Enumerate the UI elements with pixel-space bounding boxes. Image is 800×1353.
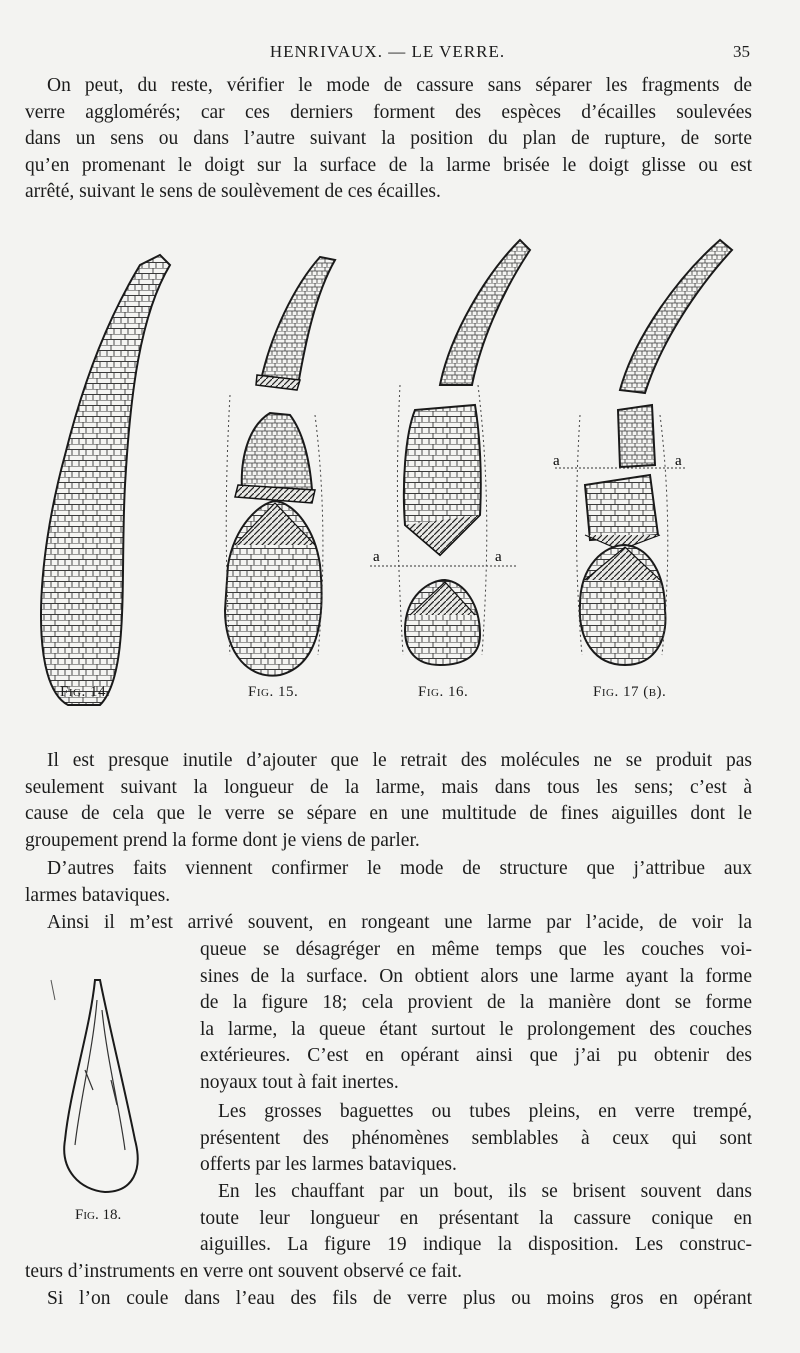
- page-number: 35: [733, 42, 750, 61]
- fig16-label-right: a: [495, 549, 502, 565]
- fig16-label-left: a: [373, 549, 380, 565]
- text-line: seulement suivant la longueur de la larme, mais dans tous les sens; c’est à: [25, 776, 752, 798]
- text-line: la larme, la queue étant surtout le prolongement des couches: [200, 1018, 752, 1040]
- text-line: dans un sens ou dans l’autre suivant la position du plan de rupture, de sorte: [25, 128, 752, 149]
- running-head: [25, 42, 750, 66]
- running-title: HENRIVAUX. — LE VERRE.: [269, 42, 506, 61]
- text-line: Il est presque inutile d’ajouter que le retrait des molécules ne se produit pas: [47, 750, 752, 771]
- fig14-caption: Fig. 14.: [60, 684, 111, 700]
- fig16-drawing: [370, 240, 530, 665]
- text-line: Les grosses baguettes ou tubes pleins, en verre trempé,: [218, 1101, 752, 1122]
- text-line: groupement prend la forme dont je viens de parler.: [25, 829, 420, 851]
- glass-tear-figures: [20, 235, 780, 715]
- text-line: aiguilles. La figure 19 indique la disposition. Les construc-: [200, 1234, 752, 1255]
- fig17-caption: Fig. 17 (b).: [593, 684, 667, 700]
- text-line: larmes bataviques.: [25, 884, 171, 906]
- fig14-drawing: [41, 255, 170, 705]
- text-line: Ainsi il m’est arrivé souvent, en rongeant une larme par l’acide, de voir la: [47, 912, 752, 933]
- text-line: qu’en promenant le doigt sur la surface de la larme brisée le doigt glisse ou est: [25, 154, 752, 176]
- paragraph-6-side-column: [200, 1179, 752, 1259]
- text-line: teurs d’instruments en verre ont souvent observé ce fait.: [25, 1261, 462, 1282]
- fig18-caption: Fig. 18.: [75, 1207, 122, 1223]
- text-line: de la figure 18; cela provient de la manière dont se forme: [200, 992, 752, 1013]
- paragraph-4-first-line: [25, 910, 752, 937]
- text-line: extérieures. C’est en opérant ainsi que j’ai pu obtenir des: [200, 1045, 752, 1066]
- text-line: sines de la surface. On obtient alors une larme ayant la forme: [200, 965, 752, 987]
- fig15-caption: Fig. 15.: [248, 684, 299, 700]
- text-line: arrêté, suivant le sens de soulèvement de ces écailles.: [25, 181, 441, 202]
- text-line: présentent des phénomènes semblables à ceux qui sont: [200, 1127, 752, 1149]
- text-line: Si l’on coule dans l’eau des fils de verre plus ou moins gros en opérant: [47, 1288, 752, 1309]
- paragraph-1: [25, 73, 752, 206]
- fig17-label-right: a: [675, 453, 682, 469]
- paragraph-2: [25, 748, 752, 854]
- text-line: En les chauffant par un bout, ils se brisent souvent dans: [218, 1181, 752, 1202]
- paragraph-6-continuation: [25, 1259, 752, 1286]
- fig16-caption: Fig. 16.: [418, 684, 469, 700]
- fig17-drawing: [555, 240, 732, 665]
- paragraph-5: [200, 1099, 752, 1179]
- paragraph-7: [25, 1286, 752, 1313]
- text-line: cause de cela que le verre se sépare en une multitude de fines aiguilles dont le: [25, 803, 752, 824]
- fig17-label-left: a: [553, 453, 560, 469]
- text-line: noyaux tout à fait inertes.: [200, 1071, 399, 1093]
- text-line: On peut, du reste, vérifier le mode de cassure sans séparer les fragments de: [47, 75, 752, 96]
- paragraph-4-side-column: [200, 937, 752, 1096]
- fig15-drawing: [225, 257, 335, 676]
- text-line: toute leur longueur en présentant la cassure conique en: [200, 1207, 752, 1229]
- paragraph-3: [25, 856, 752, 909]
- fig18-drawing: [45, 970, 155, 1200]
- text-line: verre agglomérés; car ces derniers forment des espèces d’écailles soulevées: [25, 101, 752, 123]
- text-line: D’autres faits viennent confirmer le mode de structure que j’attribue aux: [47, 858, 752, 879]
- text-line: offerts par les larmes bataviques.: [200, 1154, 457, 1175]
- text-line: queue se désagréger en même temps que les couches voi-: [200, 939, 752, 960]
